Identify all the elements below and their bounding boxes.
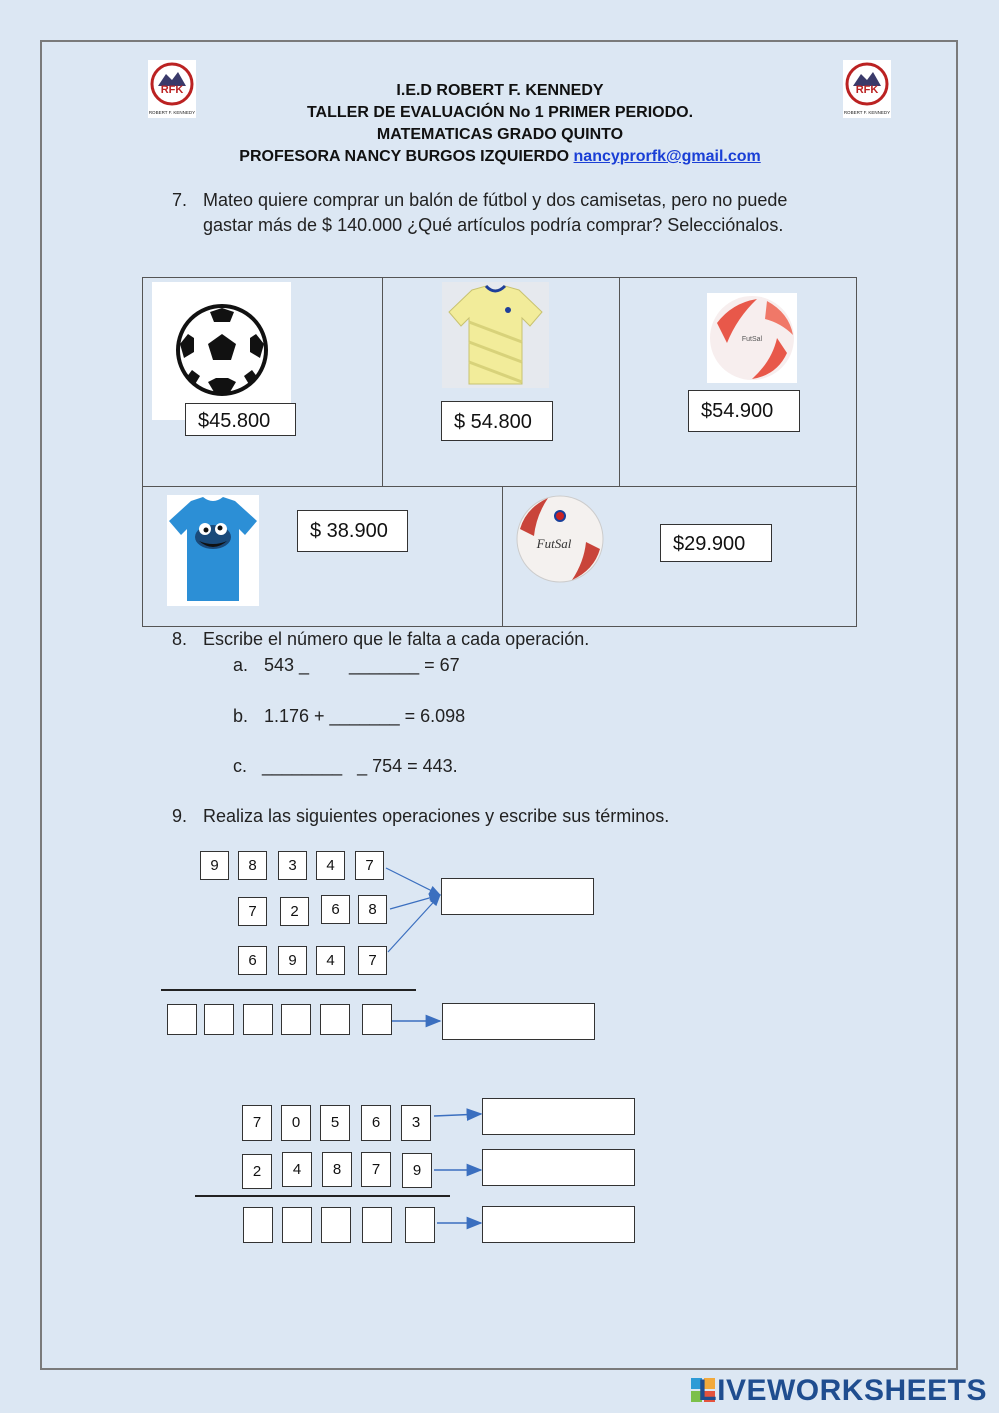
op2-row1-digit: 0 [281, 1105, 311, 1141]
op1-row1-digit: 3 [278, 851, 307, 880]
price-tag-4: $ 38.900 [297, 510, 408, 552]
q8c-operation[interactable]: ________ _ 754 = 443. [262, 756, 458, 776]
op2-row1-digit: 5 [320, 1105, 350, 1141]
svg-text:ROBERT F. KENNEDY: ROBERT F. KENNEDY [843, 110, 891, 115]
q8-text: Escribe el número que le falta a cada operación. [203, 629, 590, 649]
op1-row3-digit: 7 [358, 946, 387, 975]
op1-row2-digit: 2 [280, 897, 309, 926]
op1-row1-digit: 8 [238, 851, 267, 880]
op2-row1-digit: 7 [242, 1105, 272, 1141]
price-tag-5: $29.900 [660, 524, 772, 562]
q8b-operation[interactable]: 1.176 + _______ = 6.098 [264, 706, 466, 726]
op2-row2-digit: 9 [402, 1153, 432, 1188]
svg-text:RFK: RFK [855, 84, 879, 96]
op1-row2-digit: 8 [358, 895, 387, 924]
op2-row2-digit: 8 [322, 1152, 352, 1187]
op1-row3-digit: 6 [238, 946, 267, 975]
liveworksheets-brand[interactable]: LIVEWORKSHEETS [698, 1374, 987, 1407]
q8-number: 8. [172, 629, 188, 649]
q7-text: Mateo quiere comprar un balón de fútbol y dos camisetas, pero no puede gastar más de $ 140.000 ¿Qué artículos podría comprar? Selecciónalos. [203, 190, 788, 235]
op1-row3-digit: 9 [278, 946, 307, 975]
school-name: I.E.D ROBERT F. KENNEDY [396, 82, 604, 99]
op1-row2-digit: 7 [238, 897, 267, 926]
q7-number: 7. [172, 190, 188, 210]
price-tag-1: $45.800 [185, 403, 296, 436]
op2-row1-digit: 3 [401, 1105, 431, 1141]
op2-row2-digit: 2 [242, 1154, 272, 1189]
q9-text: Realiza las siguientes operaciones y escribe sus términos. [203, 806, 670, 826]
op2-row2-digit: 7 [361, 1152, 391, 1187]
op1-row1-digit: 9 [200, 851, 229, 880]
workshop-title: TALLER DE EVALUACIÓN No 1 PRIMER PERIODO. [306, 104, 694, 121]
price-tag-3: $54.900 [688, 390, 800, 432]
op1-row1-digit: 7 [355, 851, 384, 880]
svg-text:FutSal: FutSal [536, 536, 572, 551]
op1-row3-digit: 4 [316, 946, 345, 975]
q9-number: 9. [172, 806, 188, 826]
q8b-label: b. [233, 706, 249, 726]
svg-text:FutSal: FutSal [741, 336, 763, 343]
op2-row2-digit: 4 [282, 1152, 312, 1187]
price-tag-2: $ 54.800 [441, 401, 553, 441]
op2-row1-digit: 6 [361, 1105, 391, 1141]
subject-title: MATEMATICAS GRADO QUINTO [376, 126, 624, 143]
op1-row2-digit: 6 [321, 895, 350, 924]
q8c-label: c. [233, 756, 248, 776]
teacher-name: PROFESORA NANCY BURGOS IZQUIERDO [239, 148, 570, 165]
q8a-operation[interactable]: 543 _ _______ = 67 [264, 655, 460, 675]
teacher-email-link[interactable]: nancyprorfk@gmail.com [573, 148, 761, 165]
op1-row1-digit: 4 [316, 851, 345, 880]
q8a-label: a. [233, 655, 249, 675]
svg-text:ROBERT F. KENNEDY: ROBERT F. KENNEDY [148, 110, 196, 115]
svg-text:RFK: RFK [160, 84, 184, 96]
